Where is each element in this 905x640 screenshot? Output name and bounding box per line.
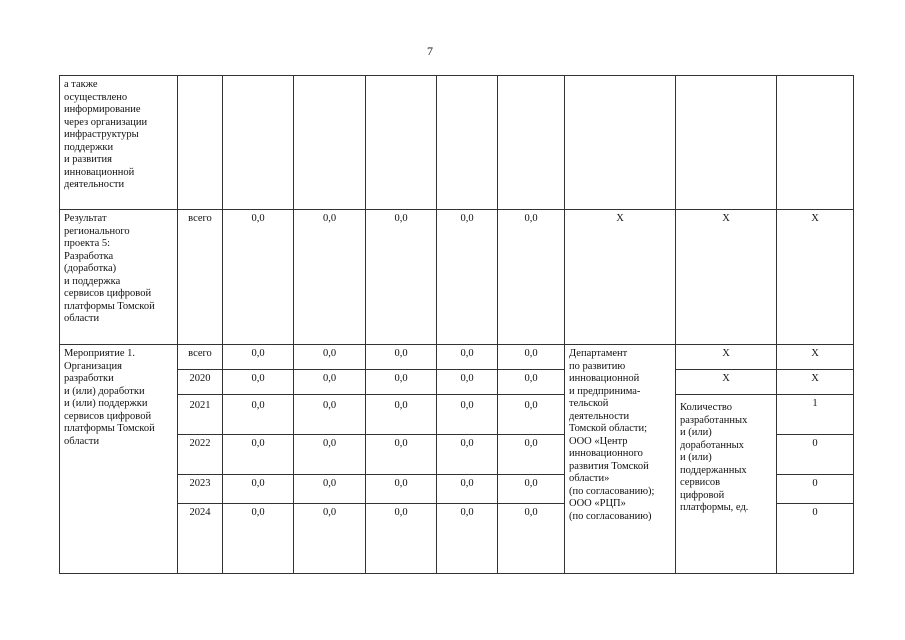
indicator-cell: Х [676, 370, 777, 395]
table-row [60, 345, 854, 370]
value-cell: 0,0 [223, 475, 294, 504]
table-row [60, 76, 854, 210]
year-cell: всего [178, 210, 223, 345]
target-cell: Х [777, 370, 854, 395]
activity-description: Мероприятие 1. Организация разработки и (или) доработки и (или) поддержки сервисов цифровой платформы Томской области [60, 345, 178, 574]
value-cell: 0,0 [437, 435, 498, 475]
value-cell: 0,0 [437, 210, 498, 345]
value-cell: 0,0 [223, 345, 294, 370]
value-cell: 0,0 [498, 370, 565, 395]
value-cell: 0,0 [223, 210, 294, 345]
responsible-cell: Х [565, 210, 676, 345]
value-cell: 0,0 [223, 435, 294, 475]
budget-table [59, 75, 854, 574]
value-cell: 0,0 [366, 435, 437, 475]
page-number: 7 [427, 44, 433, 58]
target-cell: Х [777, 210, 854, 345]
row-description: Результат регионального проекта 5: Разработка (доработка) и поддержка сервисов цифровой платформы Томской области [60, 210, 178, 345]
value-cell: 0,0 [223, 395, 294, 435]
year-cell: 2023 [178, 475, 223, 504]
value-cell: 0,0 [498, 345, 565, 370]
value-cell: 0,0 [294, 395, 366, 435]
table-row [60, 210, 854, 345]
value-cell: 0,0 [294, 370, 366, 395]
target-cell: 0 [777, 504, 854, 574]
value-cell: 0,0 [294, 345, 366, 370]
value-cell: 0,0 [366, 395, 437, 435]
indicator-cell: Х [676, 345, 777, 370]
value-cell: 0,0 [498, 395, 565, 435]
value-cell: 0,0 [366, 345, 437, 370]
indicator-description: Количество разработанных и (или) доработанных и (или) поддержанных сервисов цифровой платформы, ед. [676, 395, 777, 574]
value-cell: 0,0 [294, 504, 366, 574]
responsible-cell: Департамент по развитию инновационной и предпринима- тельской деятельности Томской области; ООО «Центр инновационного развития Томской области» (по согласованию); ООО «РЦП» (по согласованию) [565, 345, 676, 574]
target-cell: 1 [777, 395, 854, 435]
value-cell: 0,0 [294, 475, 366, 504]
year-cell: всего [178, 345, 223, 370]
value-cell: 0,0 [223, 504, 294, 574]
value-cell: 0,0 [437, 475, 498, 504]
row-description: а также осуществлено информирование через организации инфраструктуры поддержки и развития инновационной деятельности [60, 76, 178, 210]
year-cell: 2022 [178, 435, 223, 475]
year-cell: 2021 [178, 395, 223, 435]
value-cell: 0,0 [437, 395, 498, 435]
value-cell: 0,0 [294, 435, 366, 475]
value-cell: 0,0 [498, 475, 565, 504]
value-cell: 0,0 [223, 370, 294, 395]
value-cell: 0,0 [366, 504, 437, 574]
value-cell: 0,0 [437, 504, 498, 574]
target-cell: Х [777, 345, 854, 370]
year-cell: 2020 [178, 370, 223, 395]
target-cell: 0 [777, 475, 854, 504]
value-cell: 0,0 [437, 370, 498, 395]
value-cell: 0,0 [366, 210, 437, 345]
table-row [60, 395, 854, 435]
year-cell: 2024 [178, 504, 223, 574]
target-cell: 0 [777, 435, 854, 475]
value-cell: 0,0 [437, 345, 498, 370]
value-cell: 0,0 [498, 435, 565, 475]
table-row [60, 370, 854, 395]
value-cell: 0,0 [366, 475, 437, 504]
value-cell: 0,0 [498, 210, 565, 345]
value-cell: 0,0 [366, 370, 437, 395]
value-cell: 0,0 [498, 504, 565, 574]
indicator-cell: Х [676, 210, 777, 345]
value-cell: 0,0 [294, 210, 366, 345]
